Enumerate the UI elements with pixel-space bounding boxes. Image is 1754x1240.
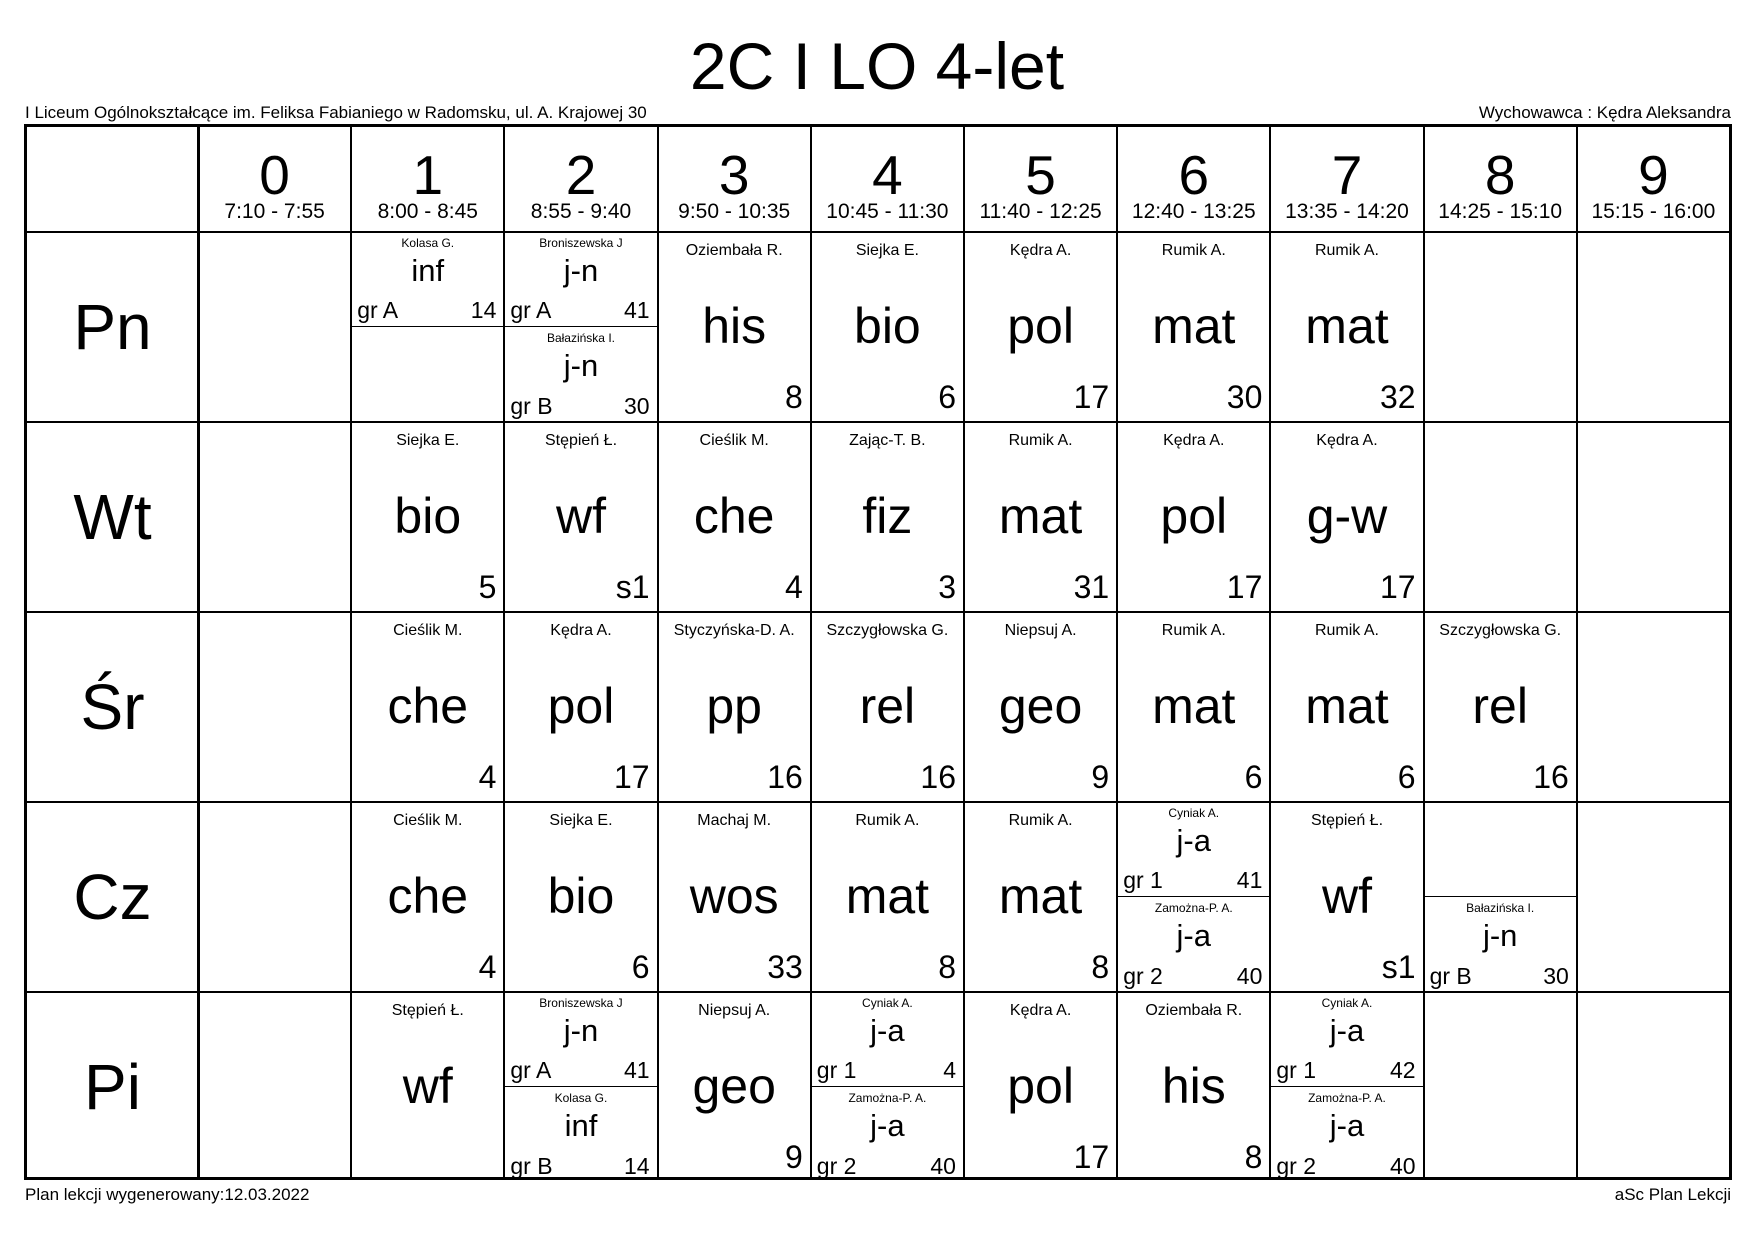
lesson-subject: geo xyxy=(692,1058,776,1114)
lesson-room: 14 xyxy=(623,1153,650,1179)
lesson-cell[interactable] xyxy=(504,612,657,802)
lesson-teacher: Rumik A. xyxy=(1314,622,1379,639)
lesson-subject: fiz xyxy=(862,488,913,544)
lesson-cell[interactable] xyxy=(1424,612,1577,802)
lesson-teacher: Rumik A. xyxy=(855,812,920,829)
lesson-teacher: Stępień Ł. xyxy=(391,1002,464,1019)
lesson-subject: j-a xyxy=(1176,918,1211,953)
lesson-room: 4 xyxy=(478,949,497,985)
lesson-room: s1 xyxy=(615,569,650,605)
lesson-room: 30 xyxy=(1543,963,1569,989)
lesson-subject: inf xyxy=(564,1108,598,1143)
lesson-teacher: Szczygłowska G. xyxy=(826,622,949,639)
lesson-group: gr 2 xyxy=(1123,963,1163,989)
lesson-room: 33 xyxy=(767,949,803,985)
day-name: Śr xyxy=(80,671,145,743)
lesson-teacher: Oziembała R. xyxy=(1145,1002,1243,1019)
lesson-room: 4 xyxy=(478,759,497,795)
day-name: Pn xyxy=(73,291,152,363)
day-name: Pi xyxy=(84,1051,141,1123)
lesson-subject: mat xyxy=(1152,678,1236,734)
lesson-cell[interactable] xyxy=(964,612,1117,802)
period-header xyxy=(351,127,504,232)
period-header xyxy=(964,127,1117,232)
period-time: 11:40 - 12:25 xyxy=(979,200,1102,223)
lesson-subject: mat xyxy=(1305,678,1389,734)
period-number: 5 xyxy=(1025,144,1056,206)
lesson-half-top[interactable] xyxy=(1270,992,1423,1087)
software-name: aSc Plan Lekcji xyxy=(1614,1185,1731,1204)
lesson-teacher: Styczyńska-D. A. xyxy=(673,622,795,639)
lesson-half-bottom[interactable] xyxy=(351,327,504,422)
lesson-group: gr 2 xyxy=(816,1153,857,1179)
period-header xyxy=(658,127,811,232)
lesson-subject: bio xyxy=(854,298,921,354)
period-header xyxy=(504,127,657,232)
lesson-cell[interactable] xyxy=(351,992,504,1182)
lesson-half-top[interactable] xyxy=(504,992,657,1087)
lesson-teacher: Rumik A. xyxy=(1314,242,1379,259)
lesson-teacher: Siejka E. xyxy=(549,812,613,829)
period-number: 9 xyxy=(1638,144,1669,206)
period-number: 6 xyxy=(1178,144,1210,206)
lesson-room: 17 xyxy=(613,759,650,795)
school-name: I Liceum Ogólnokształcące im. Feliksa Fabianiego w Radomsku, ul. A. Krajowej 30 xyxy=(25,103,647,122)
lesson-room: 40 xyxy=(1236,963,1263,989)
lesson-teacher: Bałazińska I. xyxy=(1466,901,1535,915)
day-cell xyxy=(27,232,198,422)
lesson-subject: mat xyxy=(845,868,930,924)
period-number: 4 xyxy=(872,144,903,206)
lesson-teacher: Bałazińska I. xyxy=(546,331,615,345)
lesson-teacher: Cieślik M. xyxy=(393,622,463,639)
lesson-room: 17 xyxy=(1073,379,1110,415)
lesson-room: 30 xyxy=(623,393,650,419)
lesson-teacher: Zamożna-P. A. xyxy=(1154,901,1233,915)
lesson-subject: wf xyxy=(402,1058,453,1114)
lesson-room: 8 xyxy=(784,379,803,415)
lesson-subject: mat xyxy=(998,868,1083,924)
period-header xyxy=(1424,127,1577,232)
lesson-group: gr B xyxy=(1429,963,1472,989)
lesson-half-bottom[interactable] xyxy=(504,1087,657,1182)
lesson-room: 4 xyxy=(784,569,803,605)
lesson-room: 6 xyxy=(1244,759,1263,795)
period-time: 8:00 - 8:45 xyxy=(377,200,478,223)
period-header xyxy=(198,127,351,232)
lesson-room: s1 xyxy=(1381,949,1416,985)
lesson-half-bottom[interactable] xyxy=(1424,897,1577,992)
lesson-subject: che xyxy=(387,678,469,734)
lesson-room: 30 xyxy=(1226,379,1263,415)
period-number: 8 xyxy=(1484,144,1516,206)
lesson-half-bottom[interactable] xyxy=(811,1087,964,1182)
lesson-teacher: Rumik A. xyxy=(1008,432,1073,449)
lesson-room: 17 xyxy=(1379,569,1416,605)
lesson-subject: j-a xyxy=(1176,823,1211,858)
lesson-group: gr A xyxy=(357,297,399,323)
lesson-cell[interactable] xyxy=(964,802,1117,992)
day-cell xyxy=(27,802,198,992)
lesson-half-top[interactable] xyxy=(504,232,657,327)
lesson-subject: j-n xyxy=(563,348,599,383)
lesson-teacher: Stępień Ł. xyxy=(544,432,618,449)
lesson-room: 32 xyxy=(1379,379,1416,415)
period-number: 7 xyxy=(1331,144,1363,206)
lesson-room: 8 xyxy=(1091,949,1110,985)
lesson-teacher: Kędra A. xyxy=(1009,242,1072,259)
lesson-room: 40 xyxy=(1389,1153,1416,1179)
lesson-subject: g-w xyxy=(1306,488,1388,544)
timetable-grid xyxy=(24,124,1732,1180)
lesson-half-bottom[interactable] xyxy=(1117,897,1270,992)
lesson-subject: pol xyxy=(1007,298,1074,354)
lesson-teacher: Szczygłowska G. xyxy=(1439,622,1562,639)
lesson-cell[interactable] xyxy=(1270,232,1423,422)
lesson-subject: rel xyxy=(1472,678,1528,734)
lesson-subject: mat xyxy=(998,488,1083,544)
lesson-room: 6 xyxy=(938,379,956,415)
lesson-subject: pol xyxy=(1160,488,1228,544)
lesson-teacher: Cyniak A. xyxy=(1168,806,1220,820)
lesson-subject: pol xyxy=(547,678,615,734)
lesson-cell[interactable] xyxy=(1270,802,1423,992)
lesson-group: gr B xyxy=(510,1153,553,1179)
day-cell xyxy=(27,612,198,802)
lesson-cell[interactable] xyxy=(1117,992,1270,1182)
lesson-half-top[interactable] xyxy=(1424,802,1577,897)
lesson-cell[interactable] xyxy=(351,612,504,802)
lesson-cell[interactable] xyxy=(504,422,657,612)
period-number: 2 xyxy=(565,144,597,206)
lesson-subject: j-a xyxy=(1329,1108,1365,1143)
lesson-subject: rel xyxy=(859,678,916,734)
lesson-subject: che xyxy=(693,488,775,544)
lesson-room: 16 xyxy=(1533,759,1569,795)
lesson-teacher: Broniszewska J xyxy=(539,236,623,250)
lesson-subject: j-a xyxy=(870,1013,905,1048)
period-header xyxy=(1577,127,1730,232)
lesson-room: 42 xyxy=(1389,1057,1416,1083)
lesson-room: 41 xyxy=(1236,867,1263,893)
lesson-room: 8 xyxy=(938,949,956,985)
lesson-room: 3 xyxy=(938,569,956,605)
lesson-teacher: Rumik A. xyxy=(1008,812,1073,829)
lesson-cell[interactable] xyxy=(351,422,504,612)
lesson-room: 6 xyxy=(631,949,650,985)
lesson-teacher: Cieślik M. xyxy=(393,812,463,829)
lesson-teacher: Rumik A. xyxy=(1161,622,1226,639)
period-time: 8:55 - 9:40 xyxy=(530,200,632,223)
lesson-room: 14 xyxy=(470,297,497,323)
lesson-room: 8 xyxy=(1244,1139,1263,1175)
lesson-room: 4 xyxy=(943,1057,956,1083)
lesson-subject: bio xyxy=(394,488,462,544)
lesson-teacher: Zamożna-P. A. xyxy=(1308,1091,1386,1105)
lesson-cell[interactable] xyxy=(658,992,811,1182)
lesson-teacher: Cieślik M. xyxy=(699,432,769,449)
lesson-group: gr A xyxy=(510,297,552,323)
lesson-teacher: Kędra A. xyxy=(1316,432,1378,449)
lesson-half-top[interactable] xyxy=(1117,802,1270,897)
lesson-cell[interactable] xyxy=(811,422,964,612)
lesson-cell[interactable] xyxy=(658,422,811,612)
day-name: Cz xyxy=(73,861,152,933)
lesson-teacher: Stępień Ł. xyxy=(1310,812,1384,829)
lesson-group: gr 1 xyxy=(816,1057,857,1083)
day-cell xyxy=(27,992,198,1182)
lesson-teacher: Kędra A. xyxy=(550,622,612,639)
lesson-group: gr 1 xyxy=(1276,1057,1317,1083)
lesson-cell[interactable] xyxy=(504,802,657,992)
lesson-room: 9 xyxy=(1091,759,1110,795)
lesson-cell[interactable] xyxy=(964,992,1117,1182)
lesson-room: 41 xyxy=(623,297,650,323)
lesson-subject: j-n xyxy=(1482,918,1518,953)
lesson-teacher: Cyniak A. xyxy=(1321,996,1373,1010)
lesson-teacher: Oziembała R. xyxy=(685,242,783,259)
lesson-teacher: Zając-T. B. xyxy=(849,432,926,449)
lesson-room: 40 xyxy=(930,1153,956,1179)
page-title: 2C I LO 4-let xyxy=(689,29,1065,103)
lesson-teacher: Rumik A. xyxy=(1161,242,1226,259)
lesson-subject: mat xyxy=(1305,298,1389,354)
lesson-subject: wos xyxy=(689,868,779,924)
lesson-subject: his xyxy=(702,298,767,354)
period-number: 0 xyxy=(259,144,290,206)
lesson-teacher: Niepsuj A. xyxy=(1004,622,1077,639)
lesson-cell[interactable] xyxy=(1117,612,1270,802)
period-time: 7:10 - 7:55 xyxy=(224,200,325,223)
period-header xyxy=(1117,127,1270,232)
lesson-teacher: Niepsuj A. xyxy=(698,1002,771,1019)
period-header xyxy=(1270,127,1423,232)
lesson-subject: wf xyxy=(555,488,606,544)
day-cell xyxy=(27,422,198,612)
lesson-cell[interactable] xyxy=(658,802,811,992)
lesson-teacher: Siejka E. xyxy=(396,432,460,449)
lesson-room: 17 xyxy=(1073,1139,1110,1175)
generated-date: Plan lekcji wygenerowany:12.03.2022 xyxy=(25,1185,310,1204)
day-name: Wt xyxy=(73,481,152,553)
lesson-subject: pol xyxy=(1007,1058,1074,1114)
lesson-group: gr 2 xyxy=(1276,1153,1317,1179)
lesson-cell[interactable] xyxy=(1117,232,1270,422)
lesson-room: 16 xyxy=(767,759,803,795)
lesson-subject: che xyxy=(387,868,469,924)
lesson-room: 9 xyxy=(784,1139,803,1175)
period-time: 12:40 - 13:25 xyxy=(1131,200,1256,223)
lesson-teacher: Kędra A. xyxy=(1009,1002,1072,1019)
lesson-room: 31 xyxy=(1073,569,1110,605)
lesson-teacher: Siejka E. xyxy=(855,242,919,259)
lesson-cell[interactable] xyxy=(1270,422,1423,612)
lesson-teacher: Kolasa G. xyxy=(401,236,455,250)
lesson-subject: geo xyxy=(998,678,1083,734)
period-time: 10:45 - 11:30 xyxy=(826,200,949,223)
lesson-cell[interactable] xyxy=(811,612,964,802)
lesson-cell[interactable] xyxy=(1117,422,1270,612)
lesson-teacher: Kolasa G. xyxy=(554,1091,608,1105)
lesson-room: 41 xyxy=(623,1057,650,1083)
lesson-subject: inf xyxy=(411,253,445,288)
lesson-half-bottom[interactable] xyxy=(1270,1087,1423,1182)
lesson-subject: his xyxy=(1161,1058,1226,1114)
period-time: 14:25 - 15:10 xyxy=(1438,200,1563,223)
lesson-room: 16 xyxy=(920,759,956,795)
lesson-subject: wf xyxy=(1321,868,1372,924)
lesson-half-bottom[interactable] xyxy=(504,327,657,422)
lesson-subject: j-n xyxy=(563,253,599,288)
period-header xyxy=(811,127,964,232)
lesson-subject: j-a xyxy=(870,1108,905,1143)
lesson-group: gr B xyxy=(510,393,553,419)
lesson-subject: pp xyxy=(706,678,762,734)
lesson-cell[interactable] xyxy=(964,422,1117,612)
lesson-subject: j-a xyxy=(1329,1013,1365,1048)
lesson-cell[interactable] xyxy=(658,612,811,802)
lesson-cell[interactable] xyxy=(811,802,964,992)
period-number: 3 xyxy=(718,144,750,206)
lesson-half-top[interactable] xyxy=(351,232,504,327)
period-number: 1 xyxy=(412,144,444,206)
lesson-room: 17 xyxy=(1226,569,1263,605)
lesson-cell[interactable] xyxy=(351,802,504,992)
lesson-room: 6 xyxy=(1397,759,1416,795)
lesson-subject: j-n xyxy=(563,1013,599,1048)
lesson-cell[interactable] xyxy=(811,232,964,422)
lesson-teacher: Broniszewska J xyxy=(539,996,623,1010)
lesson-teacher: Zamożna-P. A. xyxy=(848,1091,927,1105)
lesson-teacher: Machaj M. xyxy=(697,812,772,829)
lesson-room: 5 xyxy=(478,569,497,605)
period-time: 13:35 - 14:20 xyxy=(1285,200,1409,223)
lesson-subject: bio xyxy=(547,868,615,924)
lesson-cell[interactable] xyxy=(1270,612,1423,802)
lesson-teacher: Cyniak A. xyxy=(862,996,913,1010)
period-time: 9:50 - 10:35 xyxy=(678,200,791,223)
lesson-subject: mat xyxy=(1152,298,1236,354)
lesson-group: gr A xyxy=(510,1057,552,1083)
lesson-teacher: Kędra A. xyxy=(1163,432,1225,449)
lesson-half-top[interactable] xyxy=(811,992,964,1087)
class-tutor: Wychowawca : Kędra Aleksandra xyxy=(1478,103,1731,122)
lesson-cell[interactable] xyxy=(658,232,811,422)
lesson-group: gr 1 xyxy=(1123,867,1163,893)
period-time: 15:15 - 16:00 xyxy=(1591,200,1716,223)
lesson-cell[interactable] xyxy=(964,232,1117,422)
